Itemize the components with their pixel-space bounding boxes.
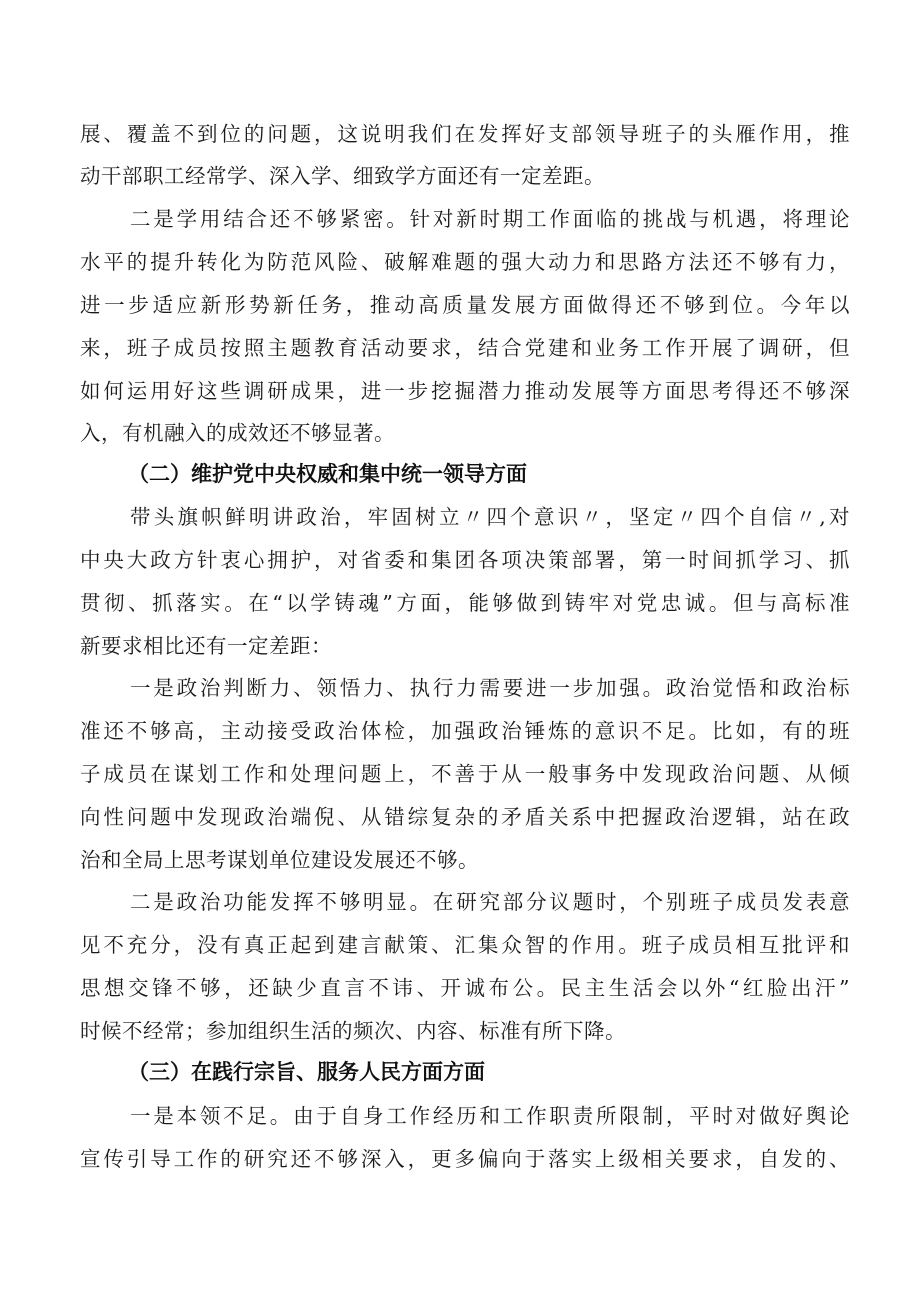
body-line: 水平的提升转化为防范风险、破解难题的强大动力和思路方法还不够有力，	[80, 250, 850, 274]
body-line: 时候不经常；参加组织生活的频次、内容、标准有所下降。	[80, 1019, 626, 1043]
body-line: 进一步适应新形势新任务，推动高质量发展方面做得还不够到位。今年以	[80, 293, 850, 317]
body-line: 来，班子成员按照主题教育活动要求，结合党建和业务工作开展了调研，但	[80, 336, 850, 360]
body-line: 中央大政方针衷心拥护，对省委和集团各项决策部署，第一时间抓学习、抓	[80, 548, 850, 572]
body-line: 见不充分，没有真正起到建言献策、汇集众智的作用。班子成员相互批评和	[80, 933, 850, 957]
body-line: 一是政治判断力、领悟力、执行力需要进一步加强。政治觉悟和政治标	[130, 676, 850, 700]
body-line: 治和全局上思考谋划单位建设发展还不够。	[80, 848, 479, 872]
body-line: 子成员在谋划工作和处理问题上，不善于从一般事务中发现政治问题、从倾	[80, 762, 850, 786]
body-line: 一是本领不足。由于自身工作经历和工作职责所限制，平时对做好舆论	[130, 1104, 850, 1128]
body-line: 宣传引导工作的研究还不够深入，更多偏向于落实上级相关要求，自发的、	[80, 1147, 850, 1171]
body-line: 向性问题中发现政治端倪、从错综复杂的矛盾关系中把握政治逻辑，站在政	[80, 805, 850, 829]
section-heading: （三）在践行宗旨、服务人民方面方面	[128, 1060, 485, 1084]
body-line: 带头旗帜鲜明讲政治，牢固树立〃四个意识〃，坚定〃四个自信〃,对	[130, 505, 850, 529]
body-line: 展、覆盖不到位的问题，这说明我们在发挥好支部领导班子的头雁作用，推	[80, 122, 850, 146]
body-line: 入，有机融入的成效还不够显著。	[80, 421, 395, 445]
body-line: 二是学用结合还不够紧密。针对新时期工作面临的挑战与机遇，将理论	[130, 207, 850, 231]
body-line: 思想交锋不够，还缺少直言不讳、开诚布公。民主生活会以外“红脸出汗”	[80, 976, 850, 1000]
body-line: 新要求相比还有一定差距：	[80, 634, 332, 658]
body-line: 动干部职工经常学、深入学、细致学方面还有一定差距。	[80, 164, 605, 188]
body-line: 准还不够高，主动接受政治体检，加强政治锤炼的意识不足。比如，有的班	[80, 719, 850, 743]
body-line: 贯彻、抓落实。在“以学铸魂”方面，能够做到铸牢对党忠诚。但与高标准	[80, 591, 850, 615]
body-line: 二是政治功能发挥不够明显。在研究部分议题时，个别班子成员发表意	[130, 890, 850, 914]
body-line: 如何运用好这些调研成果，进一步挖掘潜力推动发展等方面思考得还不够深	[80, 379, 850, 403]
section-heading: （二）维护党中央权威和集中统一领导方面	[128, 462, 527, 486]
